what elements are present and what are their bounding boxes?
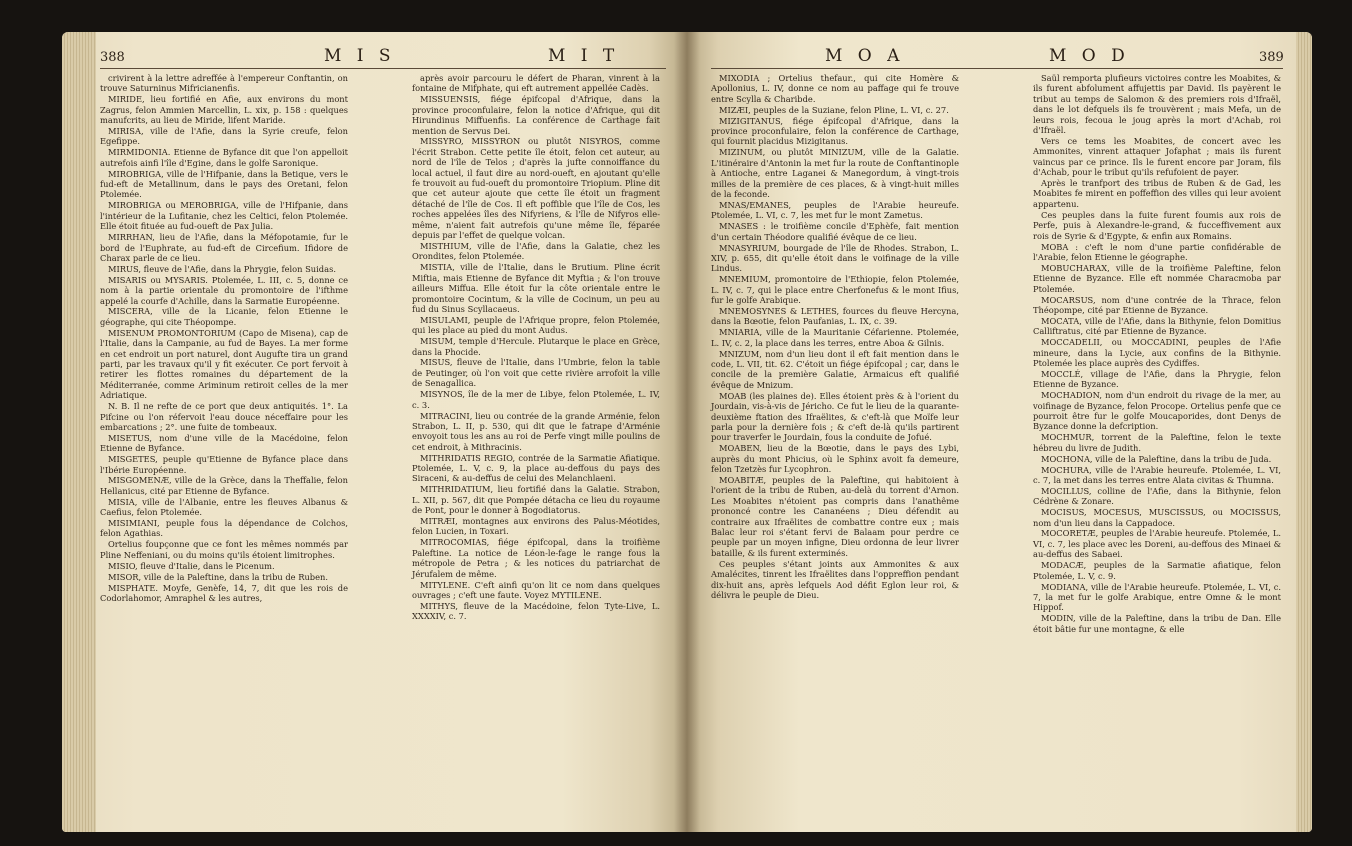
entry-paragraph: MISIA, ville de l'Albanie, entre les fleuves Albanus & Caefius, felon Ptolemée. <box>100 496 348 518</box>
entry-paragraph: Ces peuples dans la fuite furent foumis aux rois de Perfe, puis à Alexandre-le-grand, & fucceffivement aux rois de Syrie & d'Egypte, & enfin aux Romains. <box>1033 209 1281 241</box>
entry-paragraph: MISUM, temple d'Hercule. Plutarque le place en Grèce, dans la Phocide. <box>412 336 660 357</box>
entry-paragraph: MISUS, fleuve de l'Italie, dans l'Umbrie, felon la table de Peutinger, où l'on voit que cette rivière arrofoit la ville de Senagallica. <box>412 357 660 389</box>
entry-paragraph: MOBA : c'eft le nom d'une partie confidérable de l'Arabie, felon Etienne le géographe. <box>1033 241 1281 262</box>
entry-paragraph: MITROCOMIAS, fiége épifcopal, dans la troifième Paleftine. La notice de Léon-le-fage le range fous la métropole de Petra ; & les notices du patriarchat de Jérufalem de même. <box>412 537 660 579</box>
entry-paragraph: MOCISUS, MOCESUS, MUSCISSUS, ou MOCISSUS, nom d'un lieu dans la Cappadoce. <box>1033 507 1281 528</box>
entry-paragraph: MITHRIDATIS REGIO, contrée de la Sarmatie Afiatique. Ptolemée, L. V, c. 9, la place au-deffous du pays des Siraceni, & au-deffus de celui des Melanchlaeni. <box>412 452 660 484</box>
entry-paragraph: MIZIGITANUS, fiége épifcopal d'Afrique, dans la province proconfulaire, felon la conférence de Carthage, qui fournit placidus Mizigitanus. <box>711 115 959 147</box>
book-gutter <box>674 32 700 832</box>
entry-paragraph: MISOR, ville de la Paleftine, dans la tribu de Ruben. <box>108 571 329 582</box>
entry-paragraph: MITHYS, fleuve de la Macédoine, felon Tyte-Live, L. XXXXIV, c. 7. <box>412 600 660 622</box>
entry-paragraph: MOAB (les plaines de). Elles étoient près & à l'orient du Jourdain, vis-à-vis de Jéricho. Ce fut le lieu de la quarante-deuxième ftation des Ifraëlites, & c'eft-là que Moïfe leur parla pour la dernière fois ; & c'eft de-là qu'ils partirent pour traverfer le Jourdain, fous la conduite de Jofué. <box>711 390 959 443</box>
entry-paragraph: MISGETES, peuple qu'Etienne de Byfance place dans l'Ibérie Européenne. <box>100 454 348 475</box>
entry-paragraph: MIRUS, fleuve de l'Afie, dans la Phrygie, felon Suidas. <box>108 263 336 274</box>
entry-paragraph: MIROBRIGA ou MEROBRIGA, ville de l'Hifpanie, dans l'intérieur de la Lufitanie, chez les Celtici, felon Ptolemée. Elle étoit fituée au fud-oueft de Pax Julia. <box>100 200 348 232</box>
entry-paragraph: MNIARIA, ville de la Mauritanie Céfarienne. Ptolemée, L. IV, c. 2, la place dans les terres, entre Aboa & Gilnis. <box>711 327 959 348</box>
entry-paragraph: MOCARSUS, nom d'une contrée de la Thrace, felon Théopompe, cité par Etienne de Byzance. <box>1033 294 1281 315</box>
entry-paragraph: MITRÆI, montagnes aux environs des Palus-Méotides, felon Lucien, in Toxari. <box>412 516 660 537</box>
entry-paragraph: MISENUM PROMONTORIUM (Capo de Misena), cap de l'Italie, dans la Campanie, au fud de Bayes. La mer forme en cet endroit un port naturel, dont Augufte tira un grand parti, par les travaux qu'il y fit exécuter. Ce port fervoit à retirer les flottes romaines du département de la Méditerranée, comme Ariminum retiroit celles de la mer Adriatique. <box>100 327 348 401</box>
right-page-edges <box>1296 32 1312 832</box>
entry-paragraph: MITYLENE. C'eft ainfi qu'on lit ce nom dans quelques ouvrages ; c'eft une faute. Voyez MYTILENE. <box>412 579 660 600</box>
entry-paragraph: MISTHIUM, ville de l'Afie, dans la Galatie, chez les Orondites, felon Ptolemée. <box>412 241 660 262</box>
right-running-head: M O D <box>1049 46 1130 66</box>
entry-paragraph: MOBUCHARAX, ville de la troifième Paleftine, felon Etienne de Byzance. Elle eft nommée Characmoba par Ptolemée. <box>1033 262 1281 294</box>
left-header-rule <box>100 68 666 69</box>
entry-paragraph: MOCHADION, nom d'un endroit du rivage de la mer, au voifinage de Byzance, felon Procope. Ortelius penfe que ce pourroit être fur le golfe Moucaporides, dont Denys de Byzance donne la defcription. <box>1033 390 1281 432</box>
left-page-number: 388 <box>100 50 125 65</box>
right-page-number: 389 <box>1259 50 1284 65</box>
left-column-2 <box>412 73 660 622</box>
entry-paragraph: MIRISA, ville de l'Afie, dans la Syrie creufe, felon Egefippe. <box>100 126 348 147</box>
entry-paragraph: MIRIDE, lieu fortifié en Afie, aux environs du mont Zagrus, felon Ammien Marcellin, L. xix, p. 158 : quelques manufcrits, au lieu de Miride, lifent Maride. <box>100 94 348 126</box>
entry-paragraph: après avoir parcouru le défert de Pharan, vinrent à la fontaine de Mifphate, qui eft autrement appellée Cadès. <box>412 73 660 94</box>
entry-paragraph: MNASYRIUM, bourgade de l'île de Rhodes. Strabon, L. XIV, p. 655, dit qu'elle étoit dans le voifinage de la ville Lindus. <box>711 242 959 274</box>
left-column-1 <box>100 73 348 603</box>
right-column-2 <box>1033 73 1281 634</box>
entry-paragraph: MODACÆ, peuples de la Sarmatie afiatique, felon Ptolemée, L. V, c. 9. <box>1033 560 1281 581</box>
entry-paragraph: MNEMIUM, promontoire de l'Ethiopie, felon Ptolemée, L. IV, c. 7, qui le place entre Cherfonefus & le mont Ifius, fur le golfe Arabique. <box>711 274 959 306</box>
entry-paragraph: MNAS/EMANES, peuples de l'Arabie heureufe. Ptolemée, L. VI, c. 7, les met fur le mont Zametus. <box>711 199 959 221</box>
entry-paragraph: crivirent à la lettre adreffée à l'empereur Conftantin, on trouve Saturninus Mifricianenfis. <box>100 73 348 94</box>
left-running-head: M I S <box>324 46 396 66</box>
left-page-edges <box>62 32 96 832</box>
right-page <box>687 32 1312 832</box>
left-column-head: M I T <box>548 46 620 66</box>
entry-paragraph: MODIN, ville de la Paleftine, dans la tribu de Dan. Elle étoit bâtie fur une montagne, & elle <box>1033 613 1281 634</box>
entry-paragraph: MISETUS, nom d'une ville de la Macédoine, felon Etienne de Byfance. <box>100 432 348 454</box>
entry-paragraph: MIROBRIGA, ville de l'Hifpanie, dans la Betique, vers le fud-eft de Metallinum, dans le pays des Oretani, felon Ptolemée. <box>100 168 348 200</box>
entry-paragraph: MOCHURA, ville de l'Arabie heureufe. Ptolemée, L. VI, c. 7, la met dans les terres entre Alata civitas & Thumna. <box>1033 464 1281 485</box>
entry-paragraph: MOCHONA, ville de la Paleftine, dans la tribu de Juda. <box>1041 453 1272 464</box>
right-column-head: M O A <box>825 46 905 66</box>
entry-paragraph: Après le tranfport des tribus de Ruben & de Gad, les Moabites fe mirent en poffeffion des villes qui leur avoient appartenu. <box>1033 178 1281 209</box>
right-header-rule <box>711 68 1283 69</box>
entry-paragraph: Ortelius foupçonne que ce font les mêmes nommés par Pline Neffeniani, ou du moins qu'ils étoient limitrophes. <box>100 539 348 560</box>
entry-paragraph: Vers ce tems les Moabites, de concert avec les Ammonites, vinrent attaquer Jofaphat ; mais ils furent vaincus par ce prince. Ils le furent encore par Joram, fils d'Achab, pour le tribut qu'ils refufoient de payer. <box>1033 135 1281 178</box>
entry-paragraph: MITRACINI, lieu ou contrée de la grande Arménie, felon Strabon, L. II, p. 530, qui dit que le fatrape d'Arménie envoyoit tous les ans au roi de Perfe vingt mille poulins de cet endroit, à Mithracinis. <box>412 410 660 452</box>
entry-paragraph: MISSYRO, MISSYRON ou plutôt NISYROS, comme l'écrit Strabon. Cette petite île étoit, felon cet auteur, au nord de l'île de Telos ; d'après la jufte connoiffance du local actuel, il faut dire au nord-oueft, en ajoutant qu'elle fe trouvoit au fud-oueft du promontoire Triopium. Pline dit que cet auteur ajoute que cette île étoit un fragment détaché de l'île de Cos. Il eft poffible que l'île de Cos, les roches appelées îles des Nifyriens, & l'île de Nifyros elle-même, n'aient fait autrefois qu'une même île, féparée depuis par l'effet de quelque volcan. <box>412 136 660 241</box>
entry-paragraph: MISIMIANI, peuple fous la dépendance de Colchos, felon Agathias. <box>100 518 348 539</box>
entry-paragraph: MISTIA, ville de l'Italie, dans le Brutium. Pline écrit Miftia, mais Etienne de Byfance dit Myftia ; & l'on trouve ailleurs Miffua. Elle étoit fur la côte orientale entre le promontoire Cocintum, & la ville de Cocinum, un peu au fud du Sinus Scyllacaeus. <box>412 262 660 314</box>
entry-paragraph: MOCCLÉ, village de l'Afie, dans la Phrygie, felon Etienne de Byzance. <box>1033 368 1281 390</box>
right-column-1 <box>711 73 959 600</box>
entry-paragraph: MIRRHAN, lieu de l'Afie, dans la Méfopotamie, fur le bord de l'Euphrate, au fud-eft de Circefium. Ifidore de Charax parle de ce lieu. <box>100 232 348 263</box>
entry-paragraph: MISCERA, ville de la Licanie, felon Etienne le géographe, qui cite Théopompe. <box>100 306 348 327</box>
entry-paragraph: Saül remporta plufieurs victoires contre les Moabites, & ils furent abfolument affujettis par David. Ils payèrent le tribut au temps de Salomon & des premiers rois d'Ifraël, dans le lot defquels ils fe trouvèrent ; mais Mefa, un de leurs rois, fecoua le joug après la mort d'Achab, roi d'Ifraël. <box>1033 73 1281 136</box>
entry-paragraph: MOCHMUR, torrent de la Paleftine, felon le texte hébreu du livre de Judith. <box>1033 432 1281 453</box>
entry-paragraph: MISSUENSIS, fiége épifcopal d'Afrique, dans la province proconfulaire, felon la notice d'Afrique, qui dit Hirundinus Miffuenfis. La conférence de Carthage fait mention de Servus Dei. <box>412 94 660 136</box>
entry-paragraph: MOABEN, lieu de la Bœotie, dans le pays des Lybi, auprès du mont Phicius, où le Sphinx avoit fa demeure, felon Tzetzès fur Lycophron. <box>711 443 959 475</box>
entry-paragraph: MOCCADELII, ou MOCCADINI, peuples de l'Afie mineure, dans la Lycie, aux confins de la Bithynie. Ptolemée les place auprès des Cydiffes. <box>1033 337 1281 368</box>
entry-paragraph: MISARIS ou MYSARIS. Ptolemée, L. III, c. 5, donne ce nom à la partie orientale du promontoire de l'ifthme appelé la courfe d'Achille, dans la Sarmatie Européenne. <box>100 274 348 306</box>
open-book <box>62 32 1312 832</box>
entry-paragraph: MISGOMENÆ, ville de la Grèce, dans la Theffalie, felon Hellanicus, cité par Etienne de Byfance. <box>100 475 348 496</box>
entry-paragraph: MISULAMI, peuple de l'Afrique propre, felon Ptolemée, qui les place au pied du mont Audus. <box>412 314 660 336</box>
left-page <box>62 32 687 832</box>
entry-paragraph: MOCATA, ville de l'Afie, dans la Bithynie, felon Domitius Calliftratus, cité par Etienne de Byzance. <box>1033 315 1281 337</box>
entry-paragraph: MOCILLUS, colline de l'Afie, dans la Bithynie, felon Cédrène & Zonare. <box>1033 485 1281 507</box>
entry-paragraph: MNASES : le troifième concile d'Ephèfe, fait mention d'un certain Théodore qualifié évêque de ce lieu. <box>711 221 959 242</box>
entry-paragraph: MIZINUM, ou plutôt MINIZUM, ville de la Galatie. L'itinéraire d'Antonin la met fur la route de Conftantinople à Antioche, entre Laganei & Manegordum, à vingt-trois milles de la première de ces places, & à vingt-huit milles de la feconde. <box>711 147 959 199</box>
entry-paragraph: MISYNOS, île de la mer de Libye, felon Ptolemée, L. IV, c. 3. <box>412 389 660 410</box>
entry-paragraph: MIRMIDONIA. Etienne de Byfance dit que l'on appelloit autrefois ainfi l'île d'Egine, dans le golfe Saronique. <box>100 147 348 168</box>
entry-paragraph: Ces peuples s'étant joints aux Ammonites & aux Amalécites, tinrent les Ifraëlites dans l'oppreffion pendant dix-huit ans, après lefquels Aod défit Eglon leur roi, & délivra le peuple de Dieu. <box>711 558 959 600</box>
entry-paragraph: MOCORETÆ, peuples de l'Arabie heureufe. Ptolemée, L. VI, c. 7, les place avec les Doreni, au-deffous des Minaei & au-deffus des Sabaei. <box>1033 528 1281 560</box>
entry-paragraph: MIZÆI, peuples de la Suziane, felon Pline, L. VI, c. 27. <box>719 104 949 115</box>
entry-paragraph: MNEMOSYNES & LETHES, fources du fleuve Hercyna, dans la Bœotie, felon Paufanias, L. IX, c. 39. <box>711 305 959 327</box>
entry-paragraph: MNIZUM, nom d'un lieu dont il eft fait mention dans le code, L. VII, tit. 62. C'étoit un fiége épifcopal ; car, dans le concile de la première Galatie, Armaicus eft qualifié évêque de Mnizum. <box>711 348 959 390</box>
entry-paragraph: MOABITÆ, peuples de la Paleftine, qui habitoient à l'orient de la tribu de Ruben, au-delà du torrent d'Arnon. Les Moabites n'étoient pas compris dans l'anathême prononcé contre les Cananéens ; Dieu défendit au contraire aux Ifraëlites de combattre contre eux ; mais Balac leur roi s'étant fervi de Balaam pour perdre ce peuple par un moyen infigne, Dieu ordonna de leur livrer bataille, & ils furent exterminés. <box>711 474 959 558</box>
entry-paragraph: MIXODIA ; Ortelius thefaur., qui cite Homère & Apollonius, L. IV, donne ce nom au paffage qui fe trouve entre Scylla & Charibde. <box>711 73 959 104</box>
entry-paragraph: N. B. Il ne refte de ce port que deux antiquités. 1°. La Pifcine ou l'on réfervoit l'eau douce néceffaire pour les embarcations ; 2°. une fuite de tombeaux. <box>100 401 348 432</box>
entry-paragraph: MISPHATE. Moyfe, Genèfe, 14, 7, dit que les rois de Codorlahomor, Amraphel & les autres, <box>100 582 348 603</box>
entry-paragraph: MITHRIDATIUM, lieu fortifié dans la Galatie. Strabon, L. XII, p. 567, dit que Pompée détacha ce lieu du royaume de Pont, pour le donner à Bogodiatorus. <box>412 484 660 516</box>
entry-paragraph: MODIANA, ville de l'Arabie heureufe. Ptolemée, L. VI, c. 7, la met fur le golfe Arabique, entre Omne & le mont Hippof. <box>1033 581 1281 613</box>
entry-paragraph: MISIO, fleuve d'Italie, dans le Picenum. <box>108 560 275 571</box>
